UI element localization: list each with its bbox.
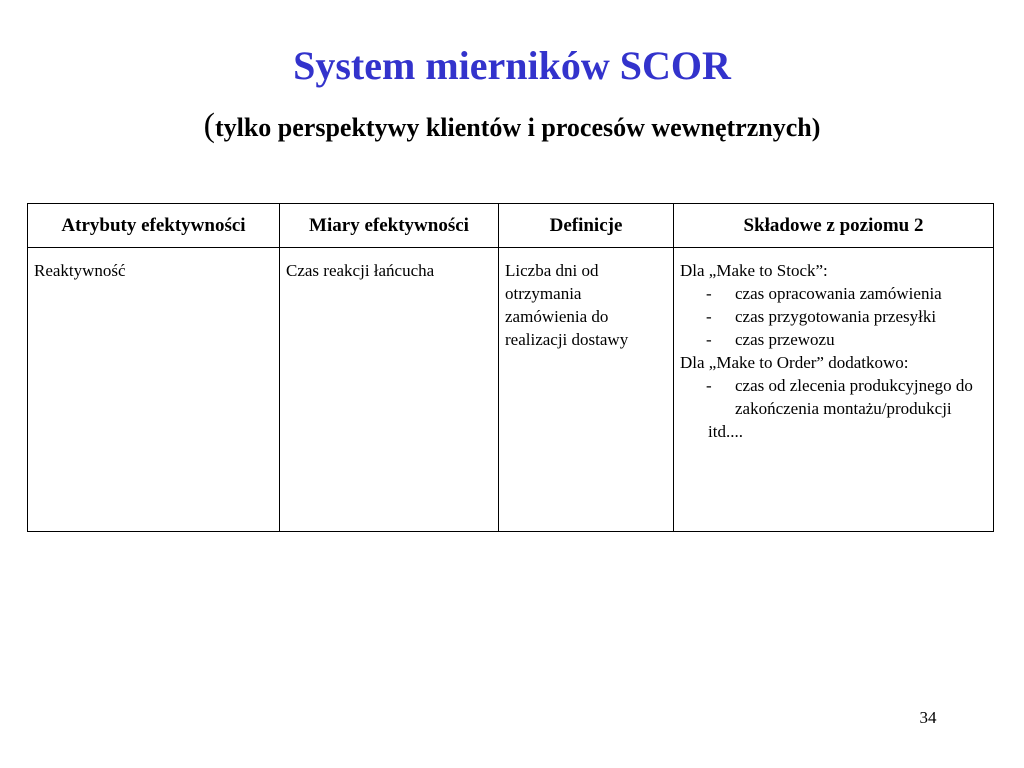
list-item: - czas opracowania zamówienia [680, 282, 987, 305]
make-to-stock-list [680, 282, 987, 351]
cell-attribute: Reaktywność [28, 248, 280, 532]
list-item: - czas przewozu [680, 328, 987, 351]
list-item: - czas przygotowania przesyłki [680, 305, 987, 328]
cell-definition: Liczba dni od otrzymania zamówienia do realizacji dostawy [499, 248, 674, 532]
etc-text: itd.... [708, 422, 743, 441]
make-to-order-list [680, 374, 987, 420]
subtitle-close-paren: ) [811, 113, 821, 142]
scor-metrics-table [27, 203, 994, 532]
cell-measure: Czas reakcji łańcucha [280, 248, 499, 532]
subtitle-text: tylko perspektywy klientów i procesów wewnętrznych [214, 113, 812, 142]
table-row [28, 248, 994, 532]
make-to-stock-label: Dla „Make to Stock”: [680, 261, 828, 280]
page-number: 34 [919, 708, 937, 727]
header-attributes: Atrybuty efektywności [28, 204, 280, 248]
table-header-row [28, 204, 994, 248]
subtitle-open-paren: ( [203, 107, 215, 144]
header-measures: Miary efektywności [280, 204, 499, 248]
list-item: - czas od zlecenia produkcyjnego do zakończenia montażu/produkcji [680, 374, 987, 420]
header-level2-components: Składowe z poziomu 2 [674, 204, 994, 248]
cell-components [674, 248, 994, 532]
make-to-order-label: Dla „Make to Order” dodatkowo: [680, 353, 909, 372]
slide-title: System mierników SCOR [293, 43, 731, 88]
slide-subtitle [0, 104, 1024, 150]
header-definitions: Definicje [499, 204, 674, 248]
